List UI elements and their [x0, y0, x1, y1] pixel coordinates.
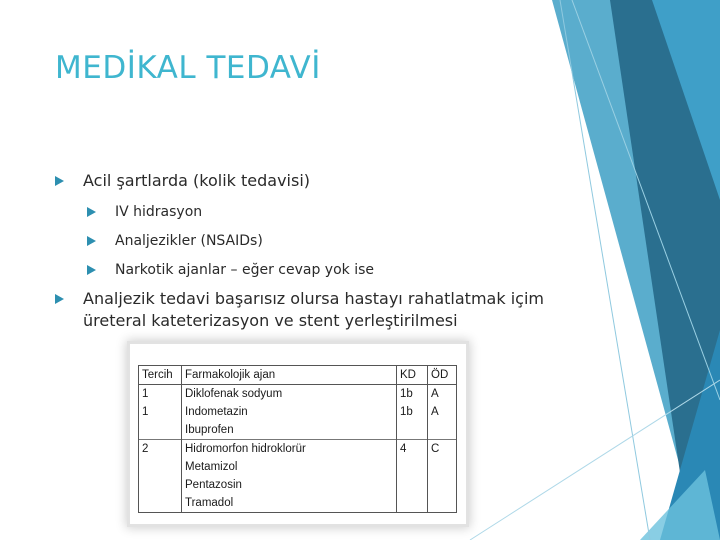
arrow-bullet-icon	[87, 236, 96, 246]
table-cell: 1	[139, 403, 182, 421]
bullet-list	[55, 170, 555, 332]
table-cell	[428, 494, 457, 513]
header-cell: ÖD	[428, 366, 457, 385]
table-row	[139, 476, 457, 494]
table-cell: Tramadol	[182, 494, 397, 513]
table-cell	[139, 421, 182, 440]
table-cell	[428, 458, 457, 476]
table-row	[139, 385, 457, 404]
table-row	[139, 494, 457, 513]
table-row	[139, 440, 457, 459]
table-cell: A	[428, 385, 457, 404]
arrow-bullet-icon	[55, 294, 64, 304]
table-cell: A	[428, 403, 457, 421]
table-cell: C	[428, 440, 457, 459]
table-cell	[397, 421, 428, 440]
table-cell: 1	[139, 385, 182, 404]
sub-bullet-item-2	[87, 231, 555, 251]
table-cell: 1b	[397, 385, 428, 404]
header-cell: Tercih	[139, 366, 182, 385]
table-cell: Pentazosin	[182, 476, 397, 494]
table-cell	[397, 476, 428, 494]
sub-bullet-text: Narkotik ajanlar – eğer cevap yok ise	[115, 262, 374, 278]
table-cell: Indometazin	[182, 403, 397, 421]
sub-bullet-text: Analjezikler (NSAIDs)	[115, 233, 263, 249]
header-cell: KD	[397, 366, 428, 385]
table-cell	[139, 494, 182, 513]
slide-title: MEDİKAL TEDAVİ	[55, 50, 321, 86]
table-cell: 2	[139, 440, 182, 459]
table-cell: Metamizol	[182, 458, 397, 476]
sub-bullet-item-1	[87, 202, 555, 222]
bullet-item-1	[55, 170, 555, 192]
table-cell: Hidromorfon hidroklorür	[182, 440, 397, 459]
table-cell	[139, 458, 182, 476]
sub-bullet-text: IV hidrasyon	[115, 204, 203, 220]
table-row	[139, 421, 457, 440]
table-row	[139, 458, 457, 476]
table-cell: Diklofenak sodyum	[182, 385, 397, 404]
bullet-item-2	[55, 288, 553, 332]
arrow-bullet-icon	[87, 265, 96, 275]
table-cell	[139, 476, 182, 494]
table-cell	[397, 494, 428, 513]
table-cell: 1b	[397, 403, 428, 421]
table-cell: Ibuprofen	[182, 421, 397, 440]
bullet-text: Acil şartlarda (kolik tedavisi)	[83, 171, 311, 190]
table-cell	[428, 421, 457, 440]
arrow-bullet-icon	[87, 207, 96, 217]
bullet-text: Analjezik tedavi başarısız olursa hastayı rahatlatmak içim üreteral kateterizasyon ve stent yerleştirilmesi	[83, 289, 544, 330]
table-row	[139, 403, 457, 421]
table-image-frame	[130, 344, 466, 524]
header-cell: Farmakolojik ajan	[182, 366, 397, 385]
sub-bullet-item-3	[87, 260, 555, 280]
table-cell: 4	[397, 440, 428, 459]
table-header-row	[139, 366, 457, 385]
table-cell	[397, 458, 428, 476]
table-cell	[428, 476, 457, 494]
arrow-bullet-icon	[55, 176, 64, 186]
pharmacology-table	[138, 365, 457, 513]
